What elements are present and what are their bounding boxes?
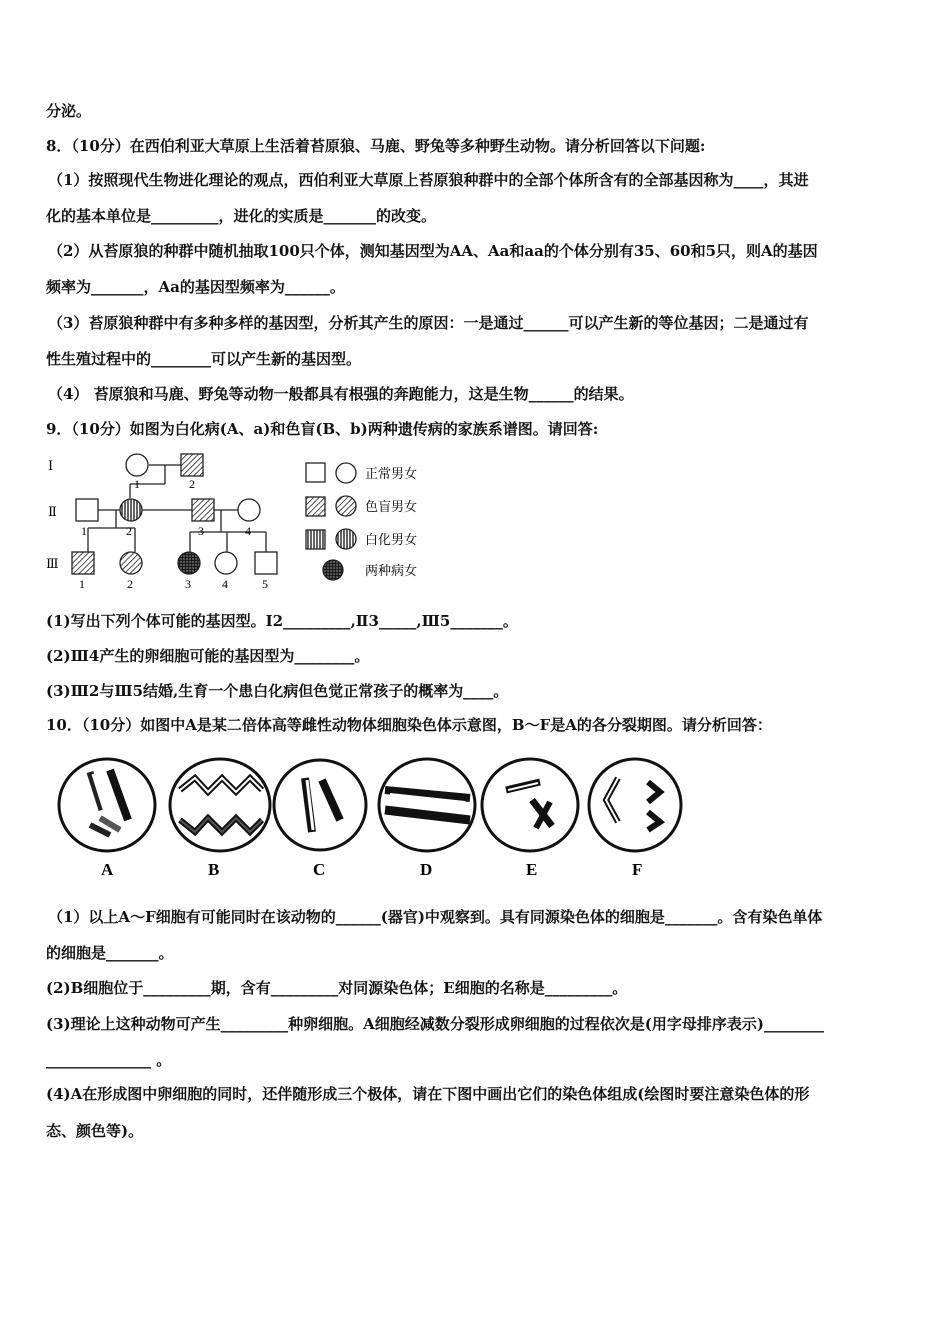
individual-number: 4	[245, 524, 251, 538]
pedigree-ii2-female	[120, 499, 142, 521]
cell-label-c: C	[313, 860, 326, 879]
text-line: （1）以上A～F细胞有可能同时在该动物的______(器官)中观察到。具有同源染色体的细胞是_______。含有染色单体	[48, 908, 823, 926]
generation-label: Ⅰ	[48, 458, 54, 473]
text-line: （3）苔原狼种群中有多种多样的基因型，分析其产生的原因：一是通过______可以产生新的等位基因；二是通过有	[48, 314, 809, 332]
individual-number: 1	[134, 477, 140, 491]
cell-label-e: E	[526, 860, 538, 879]
individual-number: 3	[185, 577, 191, 591]
text-line: 化的基本单位是_________，进化的实质是_______的改变。	[46, 207, 437, 225]
cell-label-b: B	[208, 860, 220, 879]
text-line: (3)理论上这种动物可产生_________种卵细胞。A细胞经减数分裂形成卵细胞的过程依次是(用字母排序表示)________	[46, 1015, 824, 1033]
legend-normal: 正常男女	[365, 466, 418, 481]
cell-label-f: F	[632, 860, 643, 879]
text-line: （1）按照现代生物进化理论的观点，西伯利亚大草原上苔原狼种群中的全部个体所含有的全部基因称为____，其进	[48, 171, 809, 189]
individual-number: 1	[81, 524, 87, 538]
text-line: (2)B细胞位于_________期，含有_________对同源染色体；E细胞的名称是_________。	[46, 979, 628, 997]
text-line: 性生殖过程中的________可以产生新的基因型。	[46, 350, 362, 368]
pedigree-i2-male	[181, 454, 203, 476]
individual-number: 2	[126, 524, 132, 538]
cell-division-figure	[50, 750, 700, 880]
individual-number: 4	[222, 577, 228, 591]
pedigree-ii4-female	[238, 499, 260, 521]
pedigree-iii2-female	[120, 552, 142, 574]
text-line: (1)写出下列个体可能的基因型。Ⅰ2_________,Ⅱ3_____,Ⅲ5_______。	[46, 612, 518, 630]
legend-colorblind: 色盲男女	[365, 499, 418, 514]
generation-label: Ⅲ	[46, 556, 59, 571]
text-line: (3)Ⅲ2与Ⅲ5结婚,生育一个患白化病但色觉正常孩子的概率为____。	[46, 682, 509, 700]
individual-number: 1	[79, 577, 85, 591]
cell-label-d: D	[420, 860, 433, 879]
pedigree-ii1-male	[76, 499, 98, 521]
legend-albino: 白化男女	[365, 532, 418, 547]
text-line: 的细胞是_______。	[46, 944, 174, 962]
pedigree-diagram	[40, 448, 440, 598]
question-9-title: 9．（10分）如图为白化病(A、a)和色盲(B、b)两种遗传病的家族系谱图。请回答:	[46, 420, 599, 438]
pedigree-ii3-male	[192, 499, 214, 521]
individual-number: 2	[127, 577, 133, 591]
pedigree-i1-female	[126, 454, 148, 476]
text-line: （2）从苔原狼的种群中随机抽取100只个体，测知基因型为AA、Aa和aa的个体分别有35、60和5只，则A的基因	[48, 242, 818, 260]
individual-number: 5	[262, 577, 268, 591]
pedigree-iii1-male	[72, 552, 94, 574]
text-line: ______________ 。	[46, 1051, 172, 1069]
question-8-title: 8．（10分）在西伯利亚大草原上生活着苔原狼、马鹿、野兔等多种野生动物。请分析回答以下问题:	[46, 137, 706, 155]
text-line: (4)A在形成图中卵细胞的同时，还伴随形成三个极体，请在下图中画出它们的染色体组成(绘图时要注意染色体的形	[46, 1085, 810, 1103]
text-line: 态、颜色等)。	[46, 1122, 144, 1140]
pedigree-iii4-female	[215, 552, 237, 574]
individual-number: 2	[189, 477, 195, 491]
text-line: 分泌。	[46, 102, 92, 120]
cell-label-a: A	[101, 860, 114, 879]
text-line: 频率为_______，Aa的基因型频率为______。	[46, 278, 345, 296]
text-line: (2)Ⅲ4产生的卵细胞可能的基因型为________。	[46, 647, 370, 665]
individual-number: 3	[198, 524, 204, 538]
question-10-title: 10．（10分）如图中A是某二倍体高等雌性动物体细胞染色体示意图，B～F是A的各分裂期图。请分析回答：	[46, 716, 772, 734]
legend-both: 两种病女	[365, 563, 418, 578]
generation-label: Ⅱ	[48, 504, 57, 519]
text-line: （4） 苔原狼和马鹿、野兔等动物一般都具有根强的奔跑能力，这是生物______的结果。	[48, 385, 634, 403]
pedigree-iii5-male	[255, 552, 277, 574]
pedigree-iii3-female	[178, 552, 200, 574]
